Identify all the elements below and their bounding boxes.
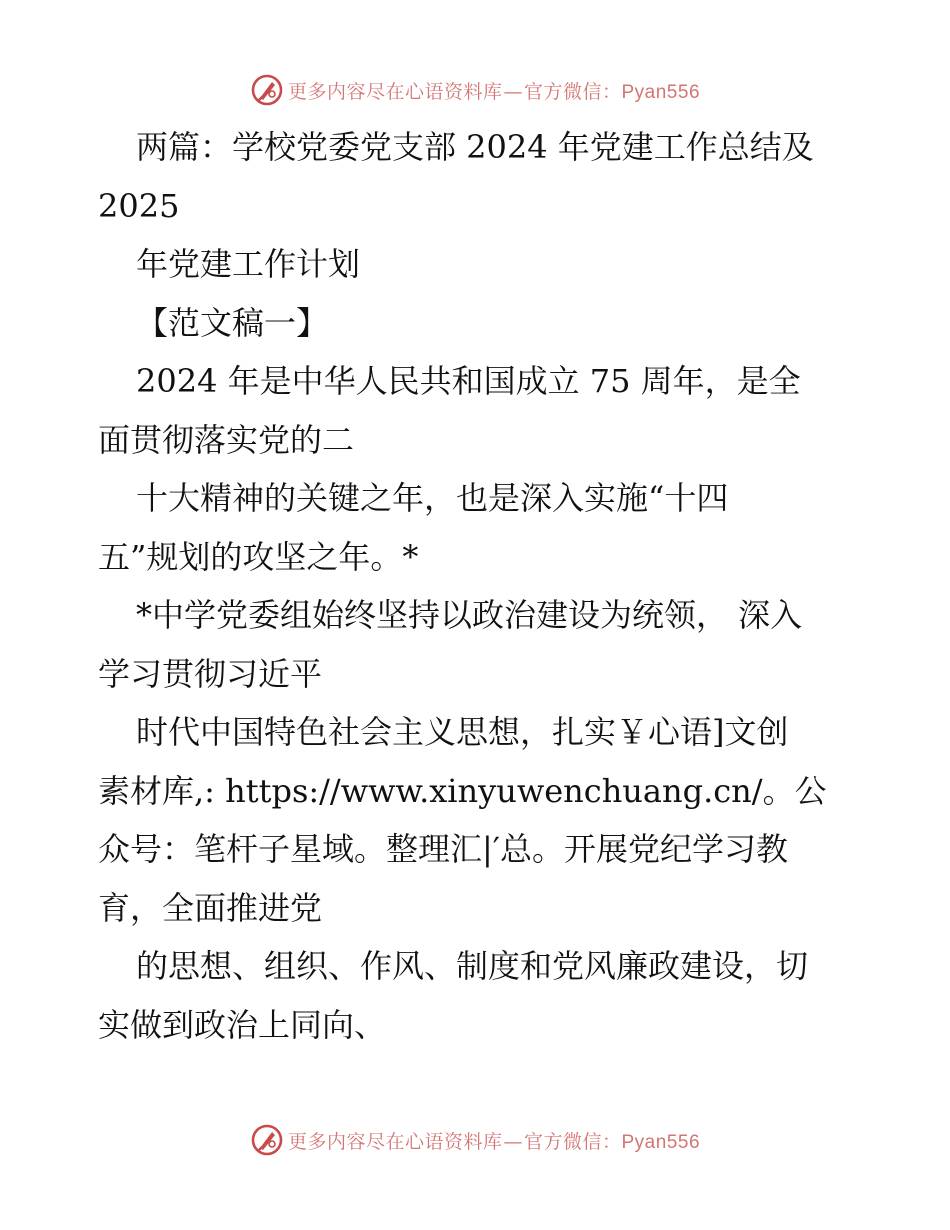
document-line: 众号：笔杆子星域。整理汇|′总。开展党纪学习教 (98, 830, 789, 868)
document-line: 的思想、组织、作风、制度和党风廉政建设，切 (136, 947, 809, 985)
document-line: 实做到政治上同向、 (98, 1005, 387, 1044)
document-body (98, 118, 858, 1054)
document-line: 素材库,: https://www.xinyuwenchuang.cn/。公 (98, 771, 827, 810)
header-banner-text: 更多内容尽在心语资料库—官方微信：Pyan556 (287, 80, 701, 103)
feather-pen-logo-icon (250, 73, 284, 107)
document-line: 育，全面推进党 (98, 888, 323, 927)
footer-banner (0, 1120, 950, 1160)
document-line: 2025 (98, 186, 180, 225)
header-banner (0, 70, 950, 110)
document-line: 两篇：学校党委党支部 2024 年党建工作总结及 (136, 128, 814, 166)
footer-banner-text: 更多内容尽在心语资料库—官方微信：Pyan556 (287, 1130, 701, 1153)
document-line: 2024 年是中华人民共和国成立 75 周年，是全 (136, 362, 801, 400)
document-line: 五”规划的攻坚之年。* (98, 537, 419, 576)
document-line: 时代中国特色社会主义思想，扎实￥心语]文创 (136, 713, 789, 751)
header-wechat-id: Pyan556 (621, 81, 701, 103)
document-line: 十大精神的关键之年，也是深入实施“十四 (136, 479, 729, 517)
feather-pen-logo-icon (250, 1123, 284, 1157)
document-line: 【范文稿一】 (136, 303, 329, 342)
document-line: *中学党委组始终坚持以政治建设为统领， 深入 (136, 596, 803, 634)
document-line: 学习贯彻习近平 (98, 654, 323, 693)
document-line: 年党建工作计划 (136, 245, 361, 283)
document-line: 面贯彻落实党的二 (98, 420, 355, 459)
footer-wechat-id: Pyan556 (621, 1131, 701, 1153)
